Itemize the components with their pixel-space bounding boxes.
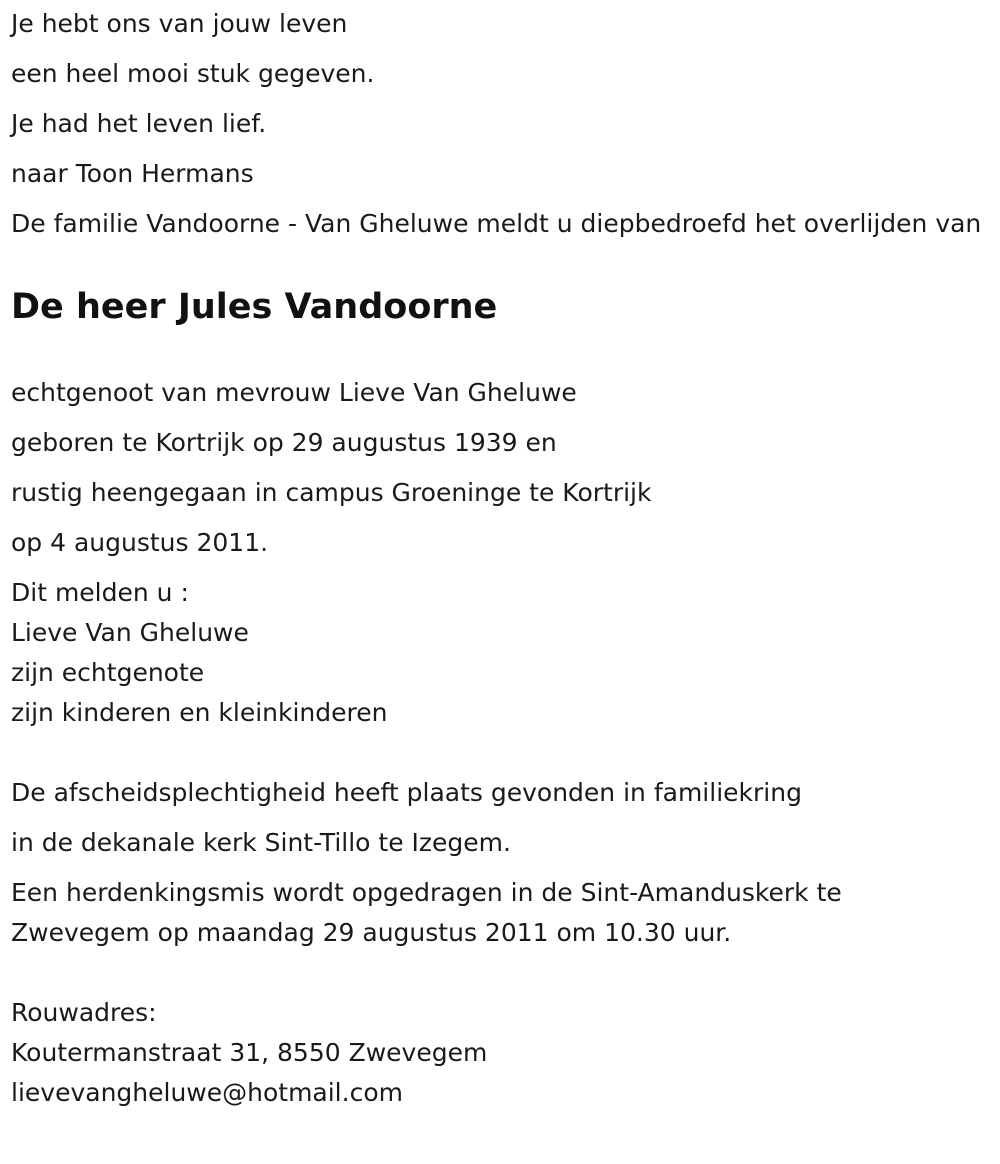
- details-section: [11, 373, 1000, 563]
- ceremony-memorial-mass: Een herdenkingsmis wordt opgedragen in de Sint-Amanduskerk te Zwevegem op maandag 29 augustus 2011 om 10.30 uur.: [11, 878, 842, 947]
- email-link[interactable]: lievevangheluwe@hotmail.com: [11, 1078, 403, 1107]
- ceremony-section: [11, 773, 1000, 953]
- ceremony-line-2: in de dekanale kerk Sint-Tillo te Izegem.: [11, 828, 511, 857]
- poem-section: [11, 4, 1000, 194]
- signatories-section: [11, 573, 1000, 733]
- detail-birth: geboren te Kortrijk op 29 augustus 1939 en: [11, 428, 557, 457]
- spacer: [11, 733, 1000, 773]
- signatory-line-3: zijn kinderen en kleinkinderen: [11, 698, 388, 727]
- address-email[interactable]: [11, 1073, 1000, 1113]
- signatory-line-1: Lieve Van Gheluwe: [11, 618, 249, 647]
- detail-spouse: echtgenoot van mevrouw Lieve Van Gheluwe: [11, 378, 577, 407]
- poem-line-2: een heel mooi stuk gegeven.: [11, 59, 375, 88]
- signatories-intro: Dit melden u :: [11, 578, 189, 607]
- ceremony-line-1: De afscheidsplechtigheid heeft plaats gevonden in familiekring: [11, 778, 802, 807]
- detail-passing-date: op 4 augustus 2011.: [11, 528, 269, 557]
- poem-author: naar Toon Hermans: [11, 159, 254, 188]
- poem-line-1: Je hebt ons van jouw leven: [11, 9, 348, 38]
- signatory-line-2: zijn echtgenote: [11, 658, 205, 687]
- announcement-text: De familie Vandoorne - Van Gheluwe meldt u diepbedroefd het overlijden van: [11, 209, 982, 238]
- spacer: [11, 953, 1000, 993]
- detail-passing-place: rustig heengegaan in campus Groeninge te Kortrijk: [11, 478, 652, 507]
- deceased-name-heading: De heer Jules Vandoorne: [11, 287, 498, 327]
- address-street: Koutermanstraat 31, 8550 Zwevegem: [11, 1038, 488, 1067]
- address-label: Rouwadres:: [11, 998, 157, 1027]
- poem-line-3: Je had het leven lief.: [11, 109, 267, 138]
- address-section: [11, 993, 1000, 1113]
